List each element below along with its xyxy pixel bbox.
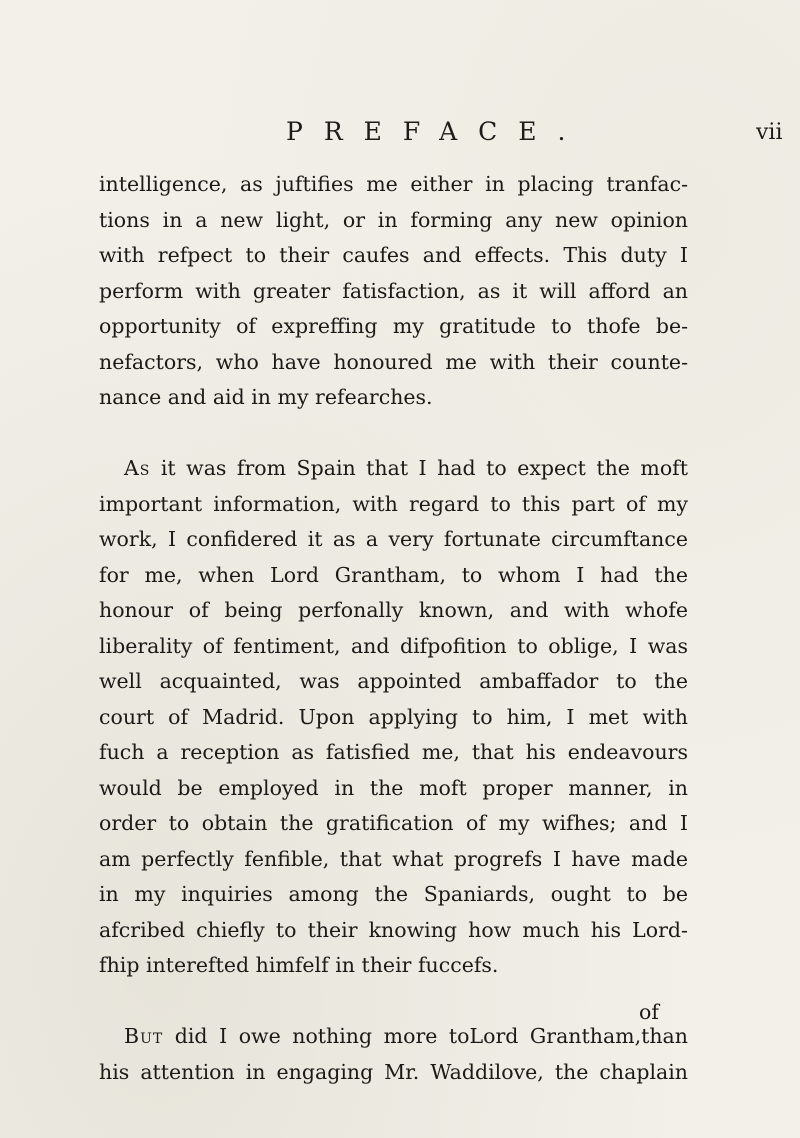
text-line: with refpect to their caufes and effects. This duty I (99, 243, 688, 267)
text-line: tions in a new light, or in forming any new opinion (99, 207, 688, 232)
text-line: well acquainted, was appointed ambaffador to the (99, 669, 688, 693)
text-line: for me, when Lord Grantham, to whom I had the (99, 562, 688, 587)
running-title: PREFACE. (286, 117, 587, 146)
text-line: afcribed chiefly to their knowing how much his Lord- (99, 917, 688, 942)
catchword: of (639, 1000, 659, 1024)
paragraph-3 (99, 1019, 688, 1090)
paragraph-2 (99, 451, 688, 984)
text-line: am perfectly fenfible, that what progrefs I have made (99, 846, 688, 871)
text-line: fuch a reception as fatisfied me, that his endeavours (99, 740, 688, 764)
paragraph-lead-word: As (124, 456, 151, 480)
text-line: work, I confidered it as a very fortunate circumftance (99, 527, 688, 551)
text-line: opportunity of expreffing my gratitude to thofe be- (99, 314, 688, 338)
body-text (99, 167, 688, 1126)
text-line-rest: did I owe nothing more toLord Grantham,than (163, 1024, 688, 1048)
page-header (0, 117, 800, 151)
text-line: court of Madrid. Upon applying to him, I met with (99, 704, 688, 729)
text-line: perform with greater fatisfaction, as it will afford an (99, 278, 688, 303)
text-line: would be employed in the moft proper manner, in (99, 775, 688, 800)
text-line: intelligence, as juftifies me either in placing tranfac- (99, 172, 688, 196)
text-line-first (99, 1019, 688, 1055)
text-line: order to obtain the gratification of my wifhes; and I (99, 811, 688, 835)
text-line: nefactors, who have honoured me with their counte- (99, 349, 688, 374)
paragraph-1 (99, 167, 688, 416)
text-line: important information, with regard to this part of my (99, 491, 688, 516)
paragraph-lead-word: But (124, 1024, 164, 1048)
text-line-first (99, 451, 688, 487)
text-line: in my inquiries among the Spaniards, ought to be (99, 882, 688, 906)
text-line-rest: it was from Spain that I had to expect the moft (150, 456, 688, 480)
text-line: his attention in engaging Mr. Waddilove, the chaplain (99, 1059, 688, 1084)
text-line: honour of being perfonally known, and with whofe (99, 598, 688, 622)
text-line: fhip interefted himfelf in their fuccefs. (99, 953, 499, 977)
text-line: nance and aid in my refearches. (99, 385, 433, 409)
page-number: vii (756, 120, 783, 145)
text-line: liberality of fentiment, and difpofition to oblige, I was (99, 633, 688, 658)
